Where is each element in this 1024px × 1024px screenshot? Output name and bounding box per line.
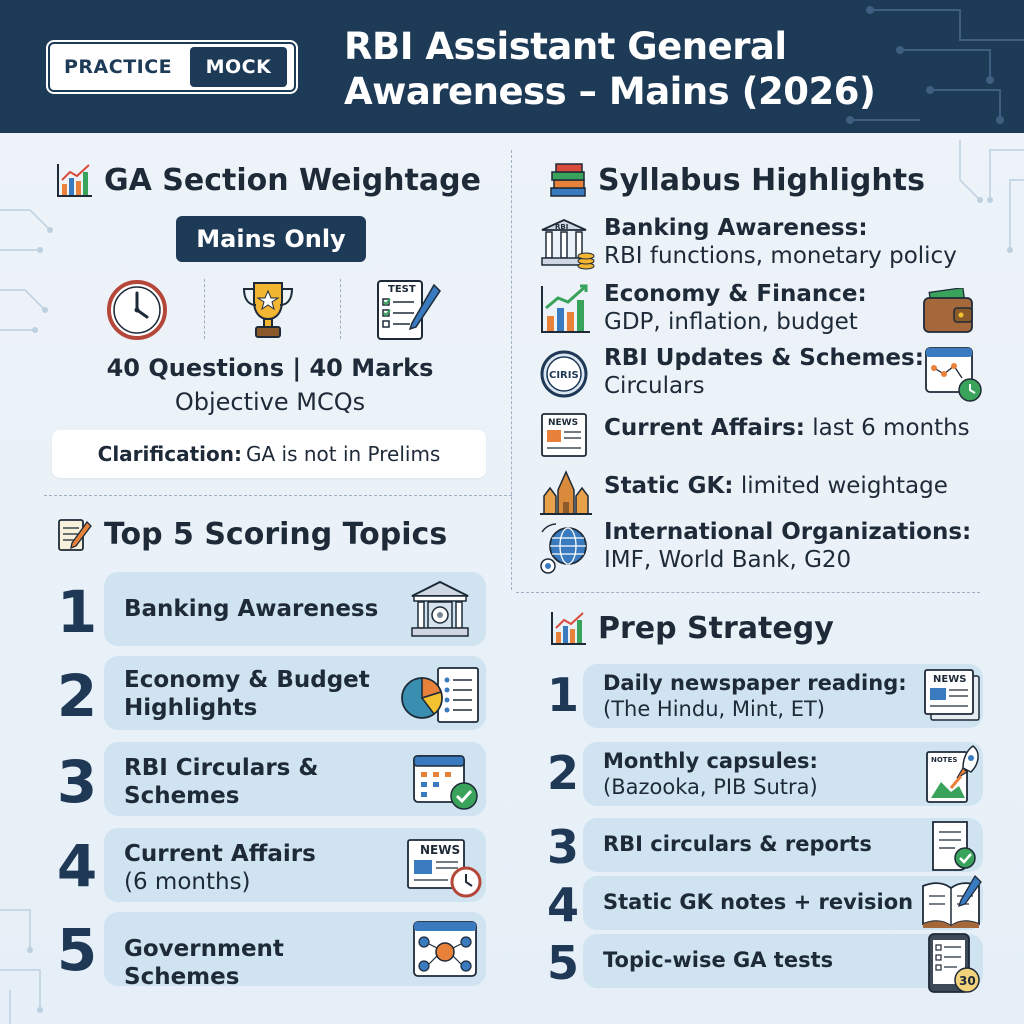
strategy-number-1: 1 (546, 668, 579, 722)
strategy-label-1-detail: (The Hindu, Mint, ET) (603, 697, 825, 721)
strategy-label-5: Topic-wise GA tests (603, 948, 834, 972)
vertical-divider (511, 150, 512, 590)
syllabus-economy-detail: GDP, inflation, budget (604, 309, 858, 335)
strategy-number-4: 4 (546, 878, 579, 932)
globe-network-icon (538, 520, 596, 576)
newspaper-clock-icon (404, 834, 484, 900)
mains-only-badge: Mains Only (176, 216, 366, 262)
strategy-label-1 (603, 670, 907, 722)
strategy-card-4 (583, 876, 983, 930)
questions-marks-stat: 40 Questions | 40 Marks (106, 354, 434, 382)
top-topics-title (54, 514, 447, 554)
topic-label-2-line2: Highlights (124, 695, 258, 721)
trophy-icon (236, 277, 300, 343)
newspaper-icon (538, 410, 592, 460)
strategy-card-2 (583, 742, 983, 806)
newspaper-icon (921, 666, 985, 726)
strategy-number-3: 3 (546, 820, 579, 874)
topic-label-3-line2: Schemes (124, 783, 240, 809)
bottom-left-circuit-decoration (0, 890, 60, 1024)
syllabus-item-banking (538, 214, 998, 274)
logo-text-left: PRACTICE (64, 56, 173, 78)
strategy-label-1-bold: Daily newspaper reading: (603, 671, 907, 695)
strategy-card-1 (583, 664, 983, 728)
syllabus-news-text: NEWS (548, 418, 579, 428)
syllabus-title-text: Syllabus Highlights (598, 162, 925, 198)
topic-number-1: 1 (56, 578, 98, 646)
growth-chart-icon (538, 282, 594, 336)
people-network-icon (410, 918, 480, 980)
topic-card-5 (104, 912, 486, 990)
syllabus-static-gk-bold: Static GK: (604, 473, 734, 499)
weightage-icons (96, 275, 456, 345)
topic-label-1: Banking Awareness (124, 596, 379, 622)
scroll-check-icon (923, 816, 981, 874)
syllabus-section-title (548, 160, 925, 200)
topic-label-2 (124, 666, 394, 722)
topic-card-2 (104, 656, 486, 730)
strategy-chart-icon (548, 608, 588, 648)
monument-icon (538, 466, 594, 518)
left-circuit-decoration (0, 190, 60, 350)
calendar-check-icon (410, 750, 480, 812)
bar-chart-icon (54, 160, 94, 200)
wallet-icon (920, 288, 976, 336)
topic-number-2: 2 (56, 662, 98, 730)
topic-card-3 (104, 742, 486, 816)
strategy-label-3: RBI circulars & reports (603, 832, 872, 856)
practice-mock-logo (48, 42, 296, 92)
syllabus-current-affairs-bold: Current Affairs: (604, 415, 805, 441)
title-line-1: RBI Assistant General (344, 25, 787, 68)
topic-card-4 (104, 828, 486, 902)
syllabus-static-gk-detail: limited weightage (740, 473, 948, 499)
syllabus-rbi-updates-detail: Circulars (604, 373, 705, 399)
topic-number-4: 4 (56, 832, 98, 900)
top-topics-title-text: Top 5 Scoring Topics (104, 516, 448, 552)
weightage-section-title (54, 160, 481, 200)
clarification-label: Clarification: (97, 442, 242, 466)
rbi-bank-icon (538, 216, 596, 272)
syllabus-item-rbi-updates (538, 344, 998, 404)
topic-label-3-line1: RBI Circulars & (124, 755, 319, 781)
syllabus-rbi-updates-text (604, 344, 924, 400)
rbi-bank-text: RBI (555, 223, 569, 231)
test-paper-icon (372, 275, 444, 345)
topic-label-5: Government Schemes (124, 936, 284, 990)
syllabus-international-text (604, 518, 971, 574)
syllabus-current-affairs-text (604, 414, 970, 442)
strategy-notes-text: NOTES (931, 756, 958, 764)
syllabus-item-economy (538, 280, 998, 340)
syllabus-economy-bold: Economy & Finance: (604, 281, 867, 307)
strategy-label-2-bold: Monthly capsules: (603, 749, 818, 773)
prep-strategy-title-text: Prep Strategy (598, 610, 834, 646)
open-book-pen-icon (919, 874, 983, 930)
syllabus-rbi-updates-bold: RBI Updates & Schemes: (604, 345, 924, 371)
pie-chart-report-icon (398, 664, 484, 726)
strategy-label-2 (603, 748, 818, 800)
topic-label-4-line2: (6 months) (124, 869, 251, 895)
topic-label-4-line1: Current Affairs (124, 841, 316, 867)
objective-mcqs-label: Objective MCQs (174, 388, 366, 416)
title-line-2: Awareness – Mains (2026) (344, 70, 876, 113)
topic-card-1 (104, 572, 486, 646)
syllabus-banking-bold: Banking Awareness: (604, 215, 868, 241)
strategy-label-2-detail: (Bazooka, PIB Sutra) (603, 775, 818, 799)
right-horizontal-divider (516, 592, 980, 593)
svg-text:TEST: TEST (388, 284, 416, 295)
topic-label-4 (124, 840, 394, 896)
strategy-card-5 (583, 934, 983, 988)
books-stack-icon (548, 160, 588, 200)
syllabus-international-detail: IMF, World Bank, G20 (604, 547, 852, 573)
syllabus-economy-text (604, 280, 867, 336)
weightage-title-text: GA Section Weightage (104, 162, 481, 198)
prep-strategy-title (548, 608, 834, 648)
syllabus-banking-detail: RBI functions, monetary policy (604, 243, 957, 269)
syllabus-banking-text (604, 214, 957, 270)
clarification-text: GA is not in Prelims (245, 442, 441, 466)
tablet-test-icon (923, 932, 983, 996)
syllabus-international-bold: International Organizations: (604, 519, 972, 545)
syllabus-item-current-affairs (538, 408, 998, 468)
ciris-badge-icon (538, 346, 594, 402)
logo-text-right: MOCK (190, 47, 287, 87)
left-horizontal-divider (44, 495, 512, 496)
topic-number-3: 3 (56, 748, 98, 816)
strategy-number-2: 2 (546, 746, 579, 800)
clock-icon (106, 279, 168, 341)
rocket-book-icon (921, 742, 985, 806)
clarification-box (52, 430, 486, 478)
strategy-news-text: NEWS (933, 674, 967, 685)
strategy-number-5: 5 (546, 936, 579, 990)
notepad-pencil-icon (54, 514, 94, 554)
page-title (344, 24, 984, 114)
syllabus-static-gk-text (604, 472, 948, 500)
topic4-news-text: NEWS (420, 843, 461, 857)
strategy-label-4: Static GK notes + revision (603, 890, 914, 914)
syllabus-current-affairs-detail: last 6 months (812, 415, 970, 441)
syllabus-item-static-gk (538, 464, 998, 524)
header-banner (0, 0, 1024, 133)
strategy-card-3 (583, 818, 983, 872)
ciris-text: CIRIS (549, 370, 579, 381)
topic-number-5: 5 (56, 916, 98, 984)
topic-label-3 (124, 754, 394, 810)
timer-30-text: 30 (959, 974, 976, 988)
syllabus-item-international (538, 518, 998, 578)
calendar-clock-icon (922, 344, 984, 404)
bank-building-icon (408, 578, 472, 640)
topic-label-2-line1: Economy & Budget (124, 667, 370, 693)
